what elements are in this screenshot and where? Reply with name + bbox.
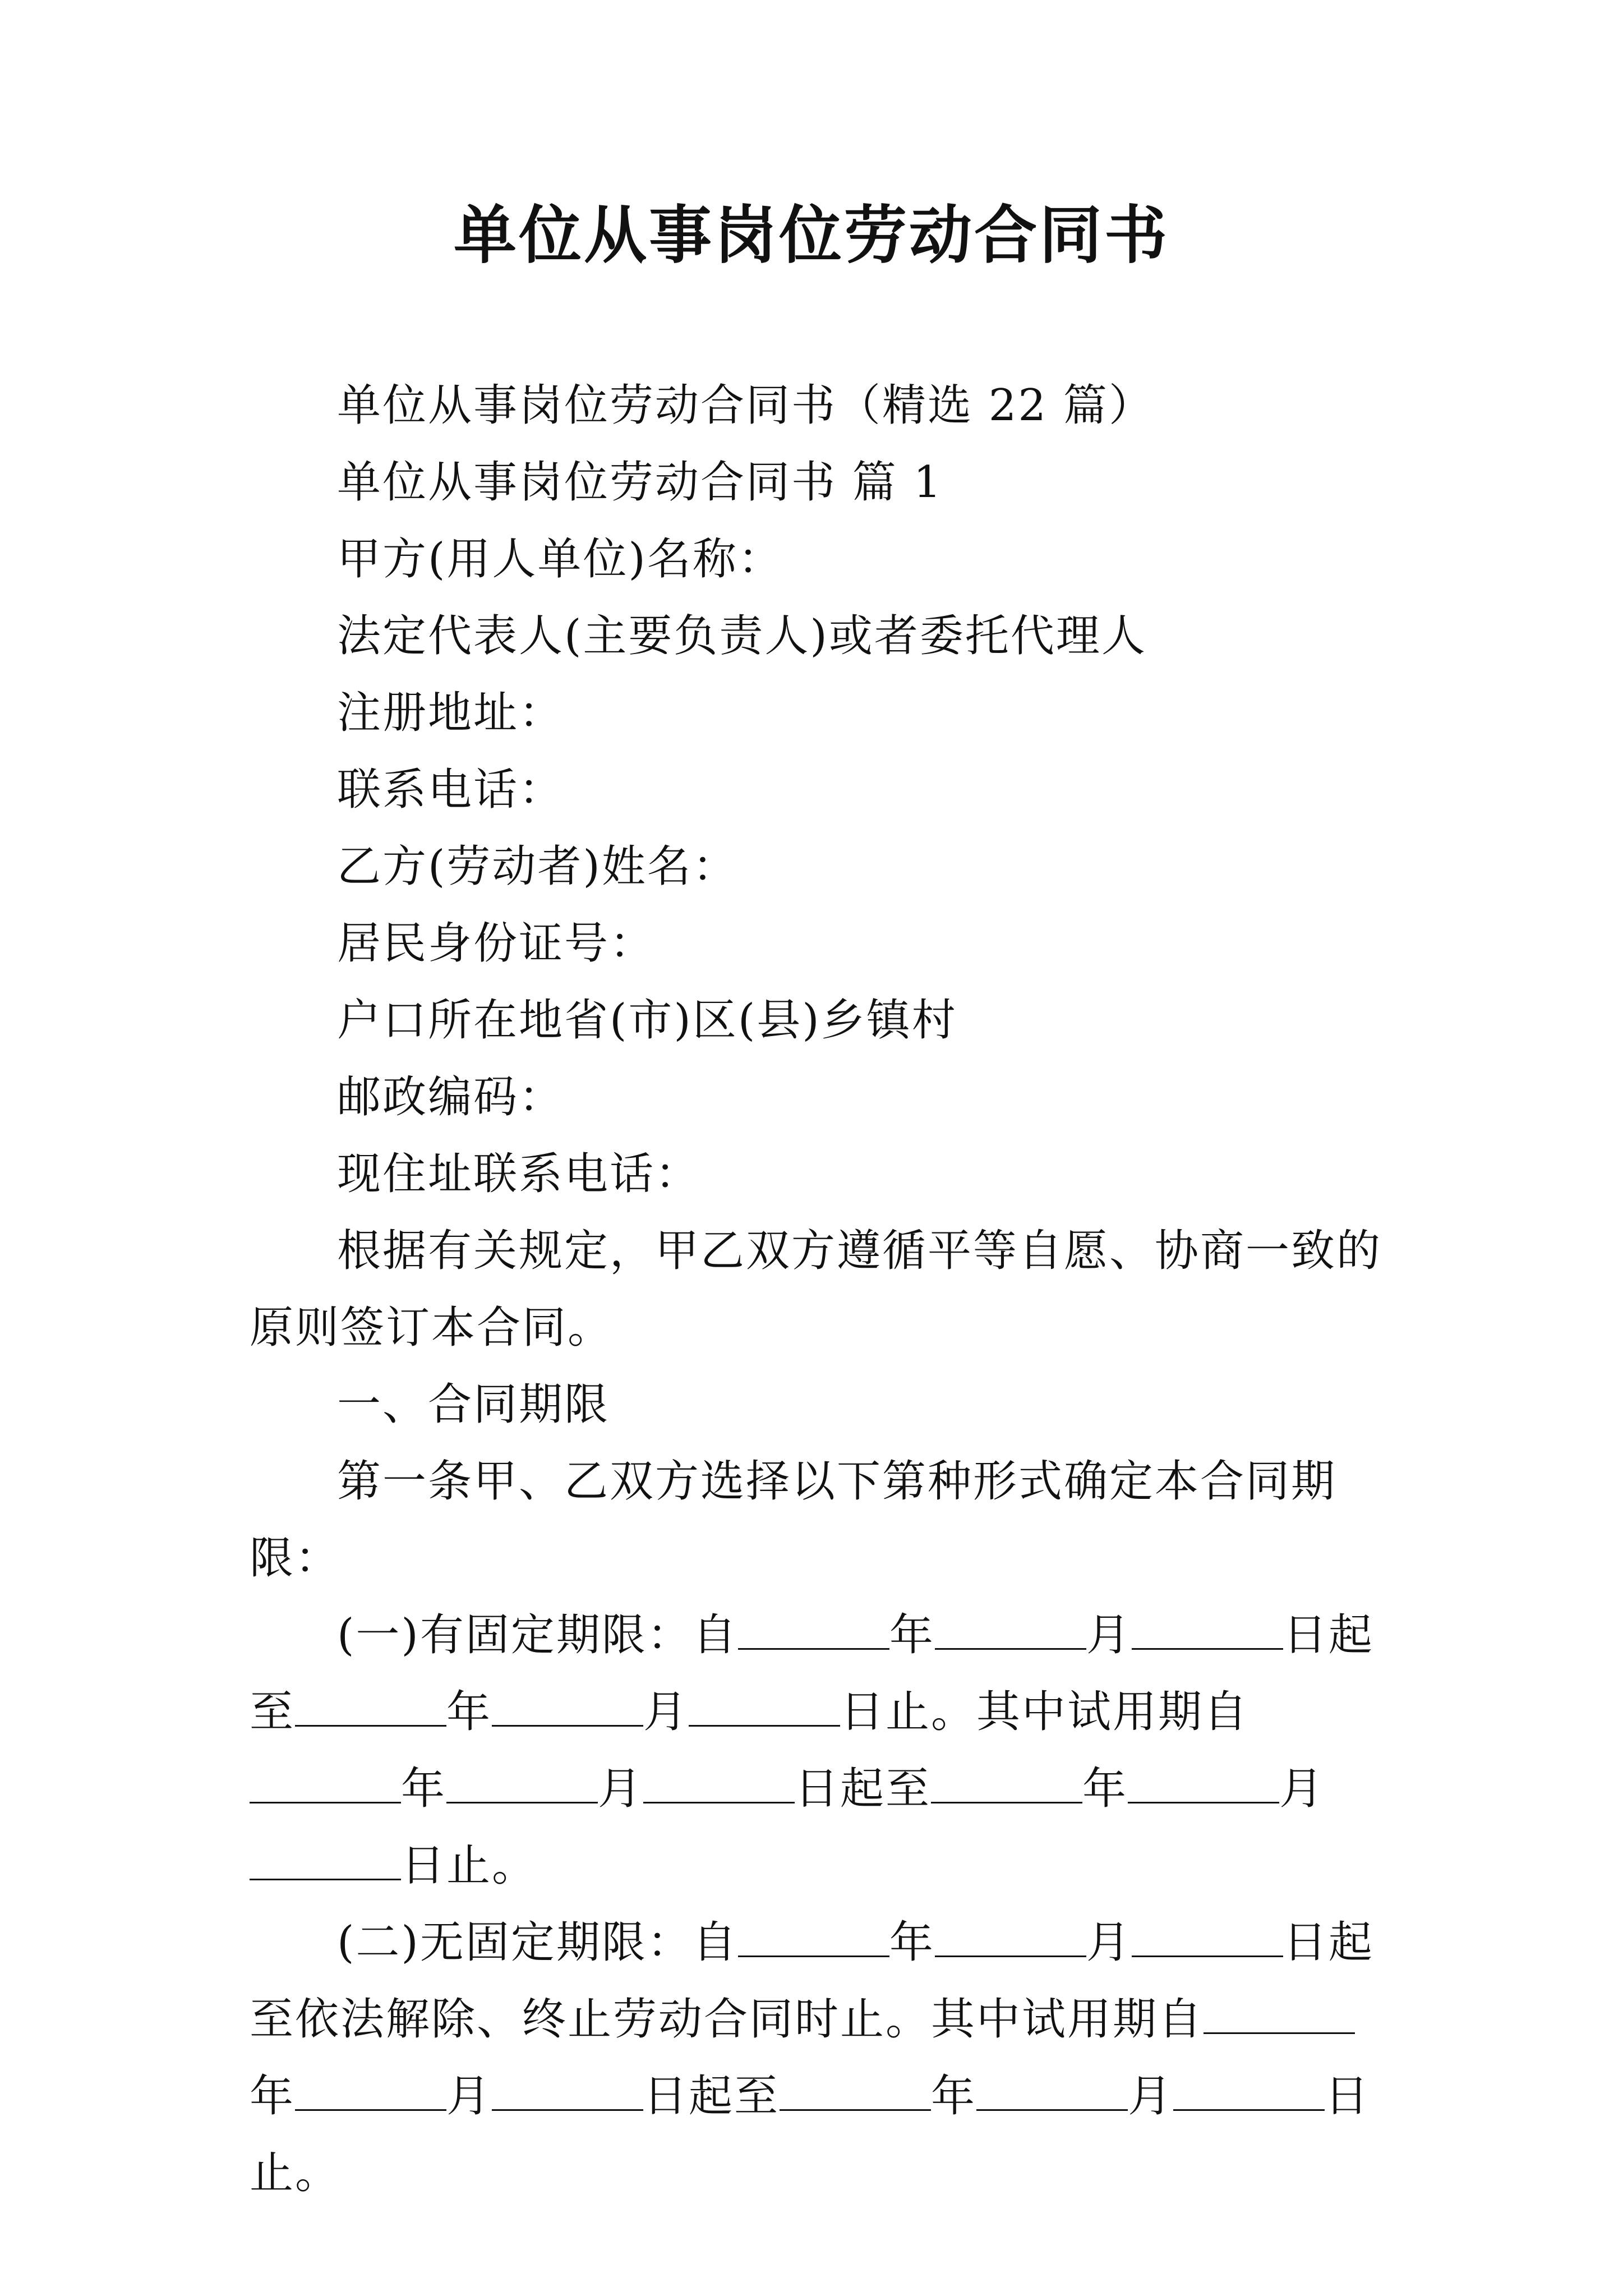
text-segment: 月 [1128,2071,1174,2122]
paragraph-household-location: 户口所在地省(市)区(县)乡镇村 [337,995,957,1046]
text-segment: 月 [1279,1764,1325,1814]
paragraph-subtitle: 单位从事岗位劳动合同书（精选 22 篇） [337,380,1154,431]
paragraph-legal-representative: 法定代表人(主要负责人)或者委托代理人 [337,611,1147,661]
text-segment: (一)有固定期限：自 [337,1610,738,1660]
blank-line [1204,1998,1355,2034]
document-body [250,367,1394,2212]
blank-line [976,2074,1128,2111]
blank-line [643,1767,795,1803]
blank-line [250,1767,401,1803]
text-segment: 年 [889,1917,935,1968]
paragraph-employer-name: 甲方(用人单位)名称： [337,534,783,585]
blank-line [492,1690,643,1727]
text-segment: 月 [1086,1610,1132,1660]
blank-line [295,2074,446,2111]
paragraph-article-one: 第一条甲、乙双方选择以下第种形式确定本合同期限： [250,1456,1337,1584]
text-segment: 日起至 [250,1610,1374,1737]
text-segment: 月 [598,1764,644,1814]
blank-line [689,1690,840,1727]
blank-line [931,1767,1082,1803]
text-segment: 日起至 [643,2071,780,2122]
paragraph-section-heading: 单位从事岗位劳动合同书 篇 1 [337,457,943,508]
document-title: 单位从事岗位劳动合同书 [454,199,1169,272]
text-segment: (二)无固定期限：自 [337,1917,738,1968]
paragraph-fixed-term [250,1597,1394,1904]
text-segment: 日起至依法解除、终止劳动合同时止。其中试用期自 [250,1917,1374,2045]
paragraph-postal-code: 邮政编码： [337,1072,565,1122]
blank-line [935,1613,1086,1650]
blank-line [1132,1921,1283,1957]
paragraph-contact-phone: 联系电话： [337,765,565,815]
blank-line [738,1921,889,1957]
paragraph-contract-term-heading: 一、合同期限 [337,1379,610,1430]
text-segment: 日起至 [795,1764,932,1814]
blank-line [738,1613,889,1650]
text-segment: 日止。 [401,1841,538,1891]
paragraph-registered-address: 注册地址： [337,688,565,738]
blank-line [1128,1767,1279,1803]
blank-line [492,2074,643,2111]
blank-line [935,1921,1086,1957]
paragraph-basis-clause: 根据有关规定，甲乙双方遵循平等自愿、协商一致的原则签订本合同。 [250,1226,1382,1353]
text-segment: 年 [931,2071,977,2122]
text-segment: 月 [643,1687,689,1737]
paragraph-current-address-phone: 现住址联系电话： [337,1149,701,1199]
text-segment: 月 [446,2071,492,2122]
blank-line [1173,2074,1325,2111]
text-segment: 日止。其中试用期自 [840,1687,1249,1737]
blank-line [295,1690,446,1727]
text-segment: 年 [1082,1764,1128,1814]
text-segment: 年 [401,1764,447,1814]
blank-line [780,2074,931,2111]
paragraph-id-number: 居民身份证号： [337,918,656,969]
text-segment: 年 [889,1610,935,1660]
paragraph-employee-name: 乙方(劳动者)姓名： [337,841,738,892]
text-segment: 日止。 [250,2071,1371,2198]
blank-line [250,1844,401,1880]
blank-line [446,1767,598,1803]
text-segment: 年 [250,2071,296,2122]
blank-line [1132,1613,1283,1650]
paragraph-open-term [250,1904,1394,2212]
text-segment: 年 [446,1687,492,1737]
text-segment: 月 [1086,1917,1132,1968]
